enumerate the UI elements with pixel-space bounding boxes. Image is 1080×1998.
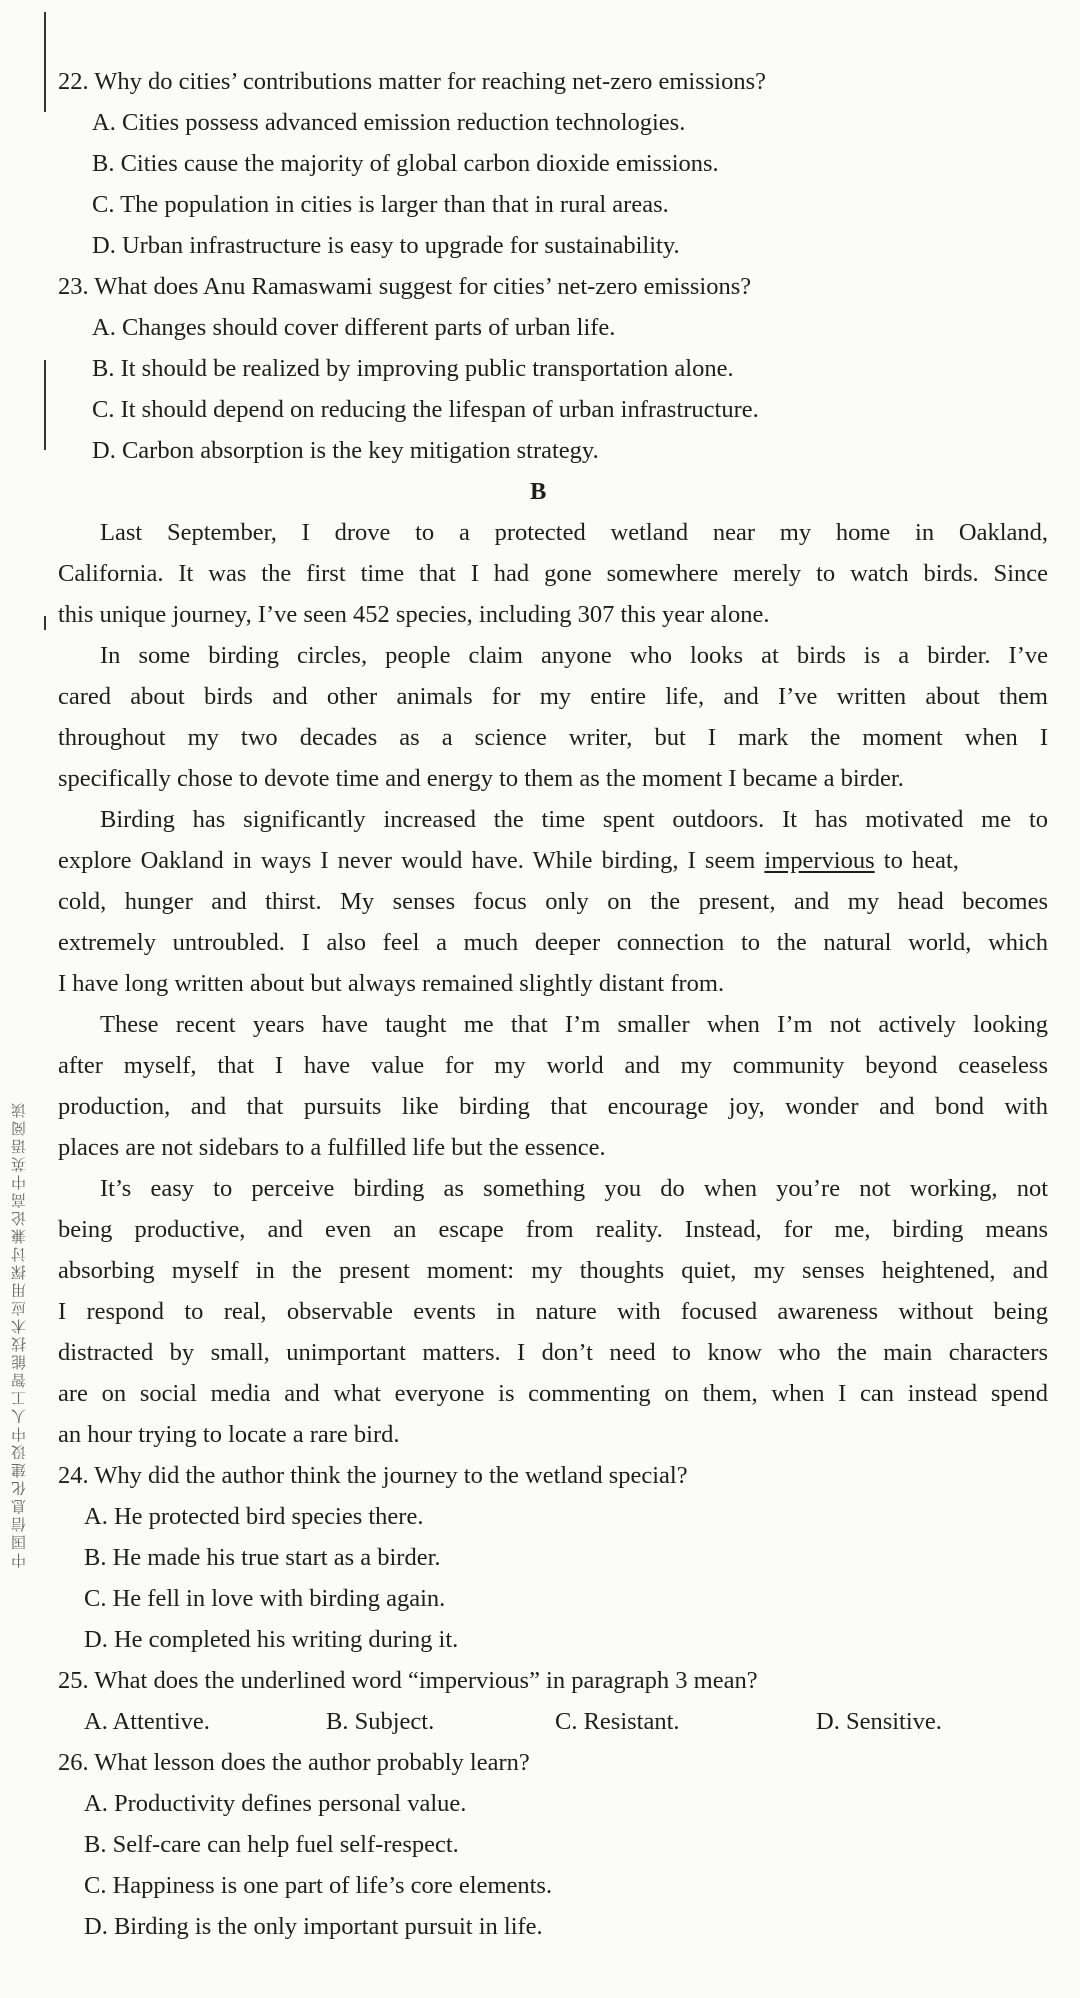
passage-p4-line-4: places are not sidebars to a fulfilled life but the essence. xyxy=(58,1134,606,1161)
question-26-option-d: D. Birding is the only important pursuit in life. xyxy=(84,1913,543,1940)
passage-p1-line-1: Last September, I drove to a protected wetland near my home in Oakland, xyxy=(100,519,1048,546)
passage-p5-line-6: are on social media and what everyone is commenting on them, when I can instead spend xyxy=(58,1380,1048,1407)
passage-p3-line-5: I have long written about but always remained slightly distant from. xyxy=(58,970,725,997)
question-23-stem: 23. What does Anu Ramaswami suggest for cities’ net-zero emissions? xyxy=(58,273,752,300)
question-26-option-a: A. Productivity defines personal value. xyxy=(84,1790,467,1817)
question-26-stem: 26. What lesson does the author probably learn? xyxy=(58,1749,530,1776)
margin-vertical-note: 中国信息化建设中人工智能技术应用探讨兼论高中英语阅读 xyxy=(10,1100,28,1568)
question-23-option-b: B. It should be realized by improving public transportation alone. xyxy=(92,355,734,382)
passage-p5-line-2: being productive, and even an escape from reality. Instead, for me, birding means xyxy=(58,1216,1048,1243)
passage-p3-line-2 xyxy=(58,841,959,881)
passage-p3-line-3: cold, hunger and thirst. My senses focus only on the present, and my head becomes xyxy=(58,888,1048,915)
passage-p3-line-4: extremely untroubled. I also feel a much deeper connection to the natural world, which xyxy=(58,929,1048,956)
passage-p2-line-2: cared about birds and other animals for my entire life, and I’ve written about them xyxy=(58,683,1048,710)
question-24-option-b: B. He made his true start as a birder. xyxy=(84,1544,441,1571)
question-22-stem: 22. Why do cities’ contributions matter for reaching net-zero emissions? xyxy=(58,68,767,95)
question-24-option-c: C. He fell in love with birding again. xyxy=(84,1585,446,1612)
passage-p2-line-3: throughout my two decades as a science writer, but I mark the moment when I xyxy=(58,724,1048,751)
question-25-stem: 25. What does the underlined word “impervious” in paragraph 3 mean? xyxy=(58,1667,758,1694)
passage-p2-line-1: In some birding circles, people claim anyone who looks at birds is a birder. I’ve xyxy=(100,642,1048,669)
question-24-option-a: A. He protected bird species there. xyxy=(84,1503,424,1530)
passage-p4-line-2: after myself, that I have value for my world and my community beyond ceaseless xyxy=(58,1052,1048,1079)
question-24-option-d: D. He completed his writing during it. xyxy=(84,1626,459,1653)
question-22-option-a: A. Cities possess advanced emission reduction technologies. xyxy=(92,109,686,136)
passage-p3-line-1: Birding has significantly increased the time spent outdoors. It has motivated me to xyxy=(100,806,1048,833)
passage-p3-line-2-after: to heat, xyxy=(874,847,959,874)
question-25-option-a: A. Attentive. xyxy=(84,1708,210,1735)
passage-p5-line-5: distracted by small, unimportant matters. I don’t need to know who the main characters xyxy=(58,1339,1048,1366)
underlined-word-impervious: impervious xyxy=(764,847,875,874)
question-25-option-c: C. Resistant. xyxy=(555,1708,680,1735)
question-22-option-d: D. Urban infrastructure is easy to upgrade for sustainability. xyxy=(92,232,680,259)
passage-p4-line-1: These recent years have taught me that I’m smaller when I’m not actively looking xyxy=(100,1011,1048,1038)
question-26-option-c: C. Happiness is one part of life’s core elements. xyxy=(84,1872,553,1899)
margin-rule-top xyxy=(44,12,46,112)
question-25-option-d: D. Sensitive. xyxy=(816,1708,942,1735)
passage-p1-line-3: this unique journey, I’ve seen 452 species, including 307 this year alone. xyxy=(58,601,770,628)
passage-p5-line-7: an hour trying to locate a rare bird. xyxy=(58,1421,400,1448)
margin-rule-middle xyxy=(44,360,46,450)
question-26-option-b: B. Self-care can help fuel self-respect. xyxy=(84,1831,459,1858)
passage-p5-line-1: It’s easy to perceive birding as something you do when you’re not working, not xyxy=(100,1175,1048,1202)
passage-p2-line-4: specifically chose to devote time and energy to them as the moment I became a birder. xyxy=(58,765,904,792)
question-25-option-b: B. Subject. xyxy=(326,1708,435,1735)
passage-p5-line-3: absorbing myself in the present moment: my thoughts quiet, my senses heightened, and xyxy=(58,1257,1048,1284)
question-23-option-d: D. Carbon absorption is the key mitigation strategy. xyxy=(92,437,599,464)
margin-rule-small xyxy=(44,616,46,630)
passage-p3-line-2-before: explore Oakland in ways I never would have. While birding, I seem xyxy=(58,847,765,874)
question-22-option-b: B. Cities cause the majority of global carbon dioxide emissions. xyxy=(92,150,719,177)
question-22-option-c: C. The population in cities is larger than that in rural areas. xyxy=(92,191,669,218)
passage-p4-line-3: production, and that pursuits like birding that encourage joy, wonder and bond with xyxy=(58,1093,1048,1120)
question-23-option-c: C. It should depend on reducing the lifespan of urban infrastructure. xyxy=(92,396,759,423)
section-title: B xyxy=(530,478,547,505)
question-23-option-a: A. Changes should cover different parts of urban life. xyxy=(92,314,616,341)
passage-p1-line-2: California. It was the first time that I had gone somewhere merely to watch birds. Since xyxy=(58,560,1048,587)
passage-p5-line-4: I respond to real, observable events in nature with focused awareness without being xyxy=(58,1298,1048,1325)
question-24-stem: 24. Why did the author think the journey to the wetland special? xyxy=(58,1462,688,1489)
